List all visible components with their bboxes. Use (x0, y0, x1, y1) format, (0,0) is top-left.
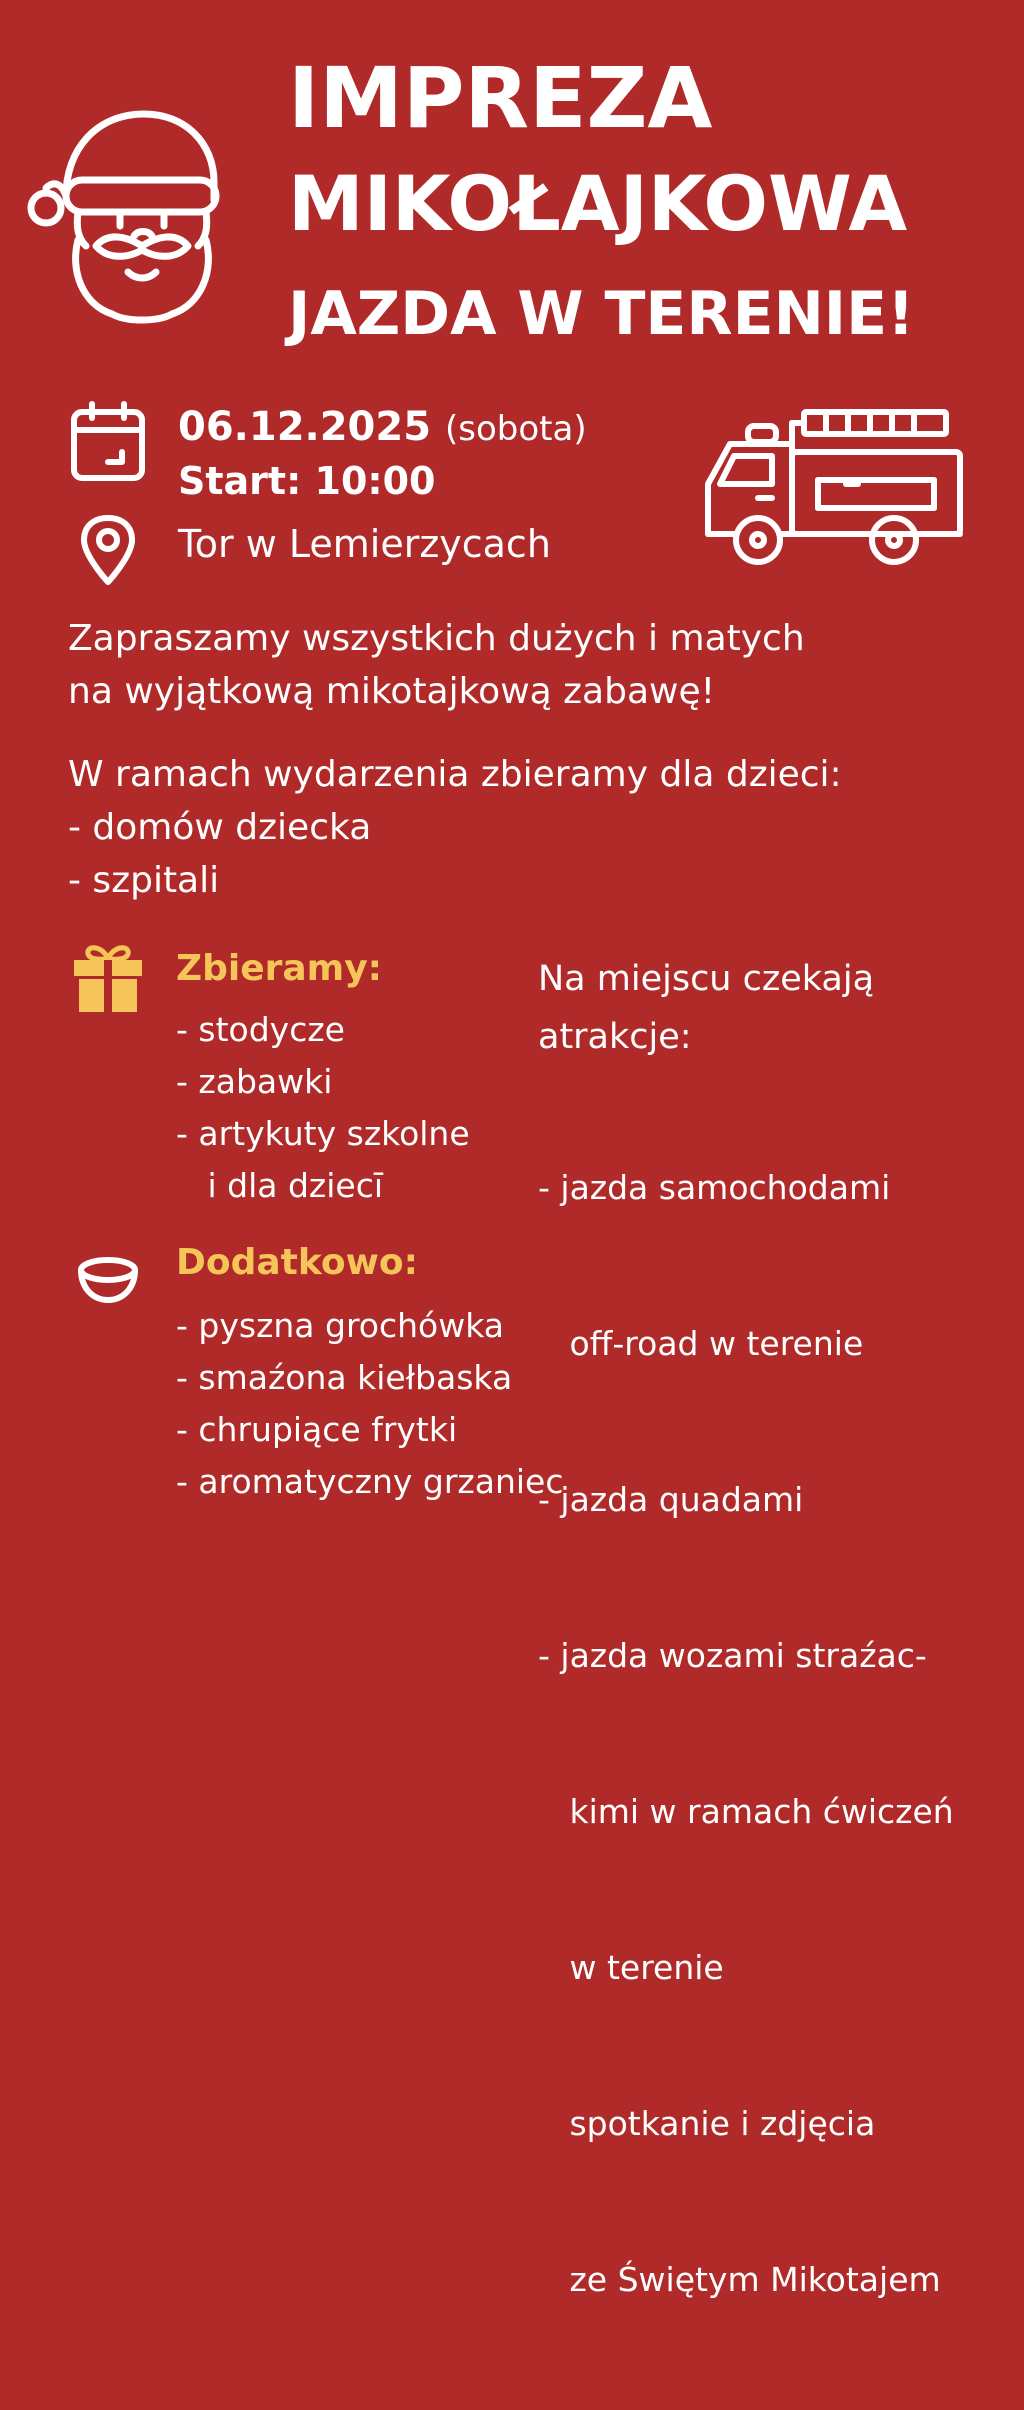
attractions-heading (538, 950, 874, 1066)
bowl-icon (76, 1254, 140, 1304)
attractions-heading-line-1: Na miejscu czekają (538, 959, 875, 999)
charity-item: - domów dziecka (68, 807, 372, 848)
event-day: (sobota) (444, 409, 587, 449)
attractions-list (538, 1058, 954, 2410)
attraction-item: kimi w ramach ćwiczeń (538, 1792, 954, 1831)
extra-heading: Dodatkowo: (176, 1242, 418, 1283)
event-date-line (178, 404, 587, 450)
title-line-1: IMPREZA (288, 49, 713, 147)
attraction-item: spotkanie i zdjęcia (538, 2104, 876, 2143)
charity-item: - szpitali (68, 860, 220, 901)
extra-item: - chrupiące frytki (176, 1410, 458, 1449)
extra-item: - pyszna grochówka (176, 1306, 504, 1345)
title-line-3: JAZDA W TERENIE! (288, 279, 915, 349)
charity-line-1: W ramach wydarzenia zbieramy dla dzieci: (68, 754, 842, 795)
attraction-item: - jazda quadami (538, 1480, 804, 1519)
collect-item: - artykuty szkolne (176, 1114, 470, 1153)
attraction-item: - jazda samochodami (538, 1168, 891, 1207)
calendar-icon (68, 400, 148, 484)
event-date: 06.12.2025 (178, 404, 432, 450)
extra-item: - aromatyczny grzaniec (176, 1462, 564, 1501)
attraction-item: w terenie (538, 1948, 724, 1987)
collect-item: i dla dziecī (176, 1166, 384, 1205)
event-start: Start: 10:00 (178, 459, 436, 503)
collect-heading: Zbieramy: (176, 948, 383, 989)
collect-list (176, 1004, 470, 1212)
collect-item: - zabawki (176, 1062, 333, 1101)
intro-text (68, 612, 805, 718)
extra-item: - smaźona kiełbaska (176, 1358, 513, 1397)
event-place: Tor w Lemierzycach (178, 522, 551, 566)
extra-list (176, 1300, 563, 1508)
collect-item: - stodycze (176, 1010, 345, 1049)
attraction-item: off-road w terenie (538, 1324, 864, 1363)
gift-icon (72, 942, 144, 1014)
santa-icon (26, 100, 226, 330)
attraction-item: ze Świętym Mikotajem (538, 2260, 941, 2299)
intro-line-1: Zapraszamy wszystkich dużych i matych (68, 618, 805, 659)
charity-text (68, 748, 842, 907)
attraction-item: - jazda wozami straźac- (538, 1636, 927, 1675)
attractions-heading-line-2: atrakcje: (538, 1017, 692, 1057)
fire-truck-icon (700, 404, 968, 574)
location-pin-icon (78, 514, 138, 586)
title-line-2: MIKOŁAJKOWA (288, 159, 908, 248)
intro-line-2: na wyjątkową mikotajkową zabawę! (68, 671, 716, 712)
